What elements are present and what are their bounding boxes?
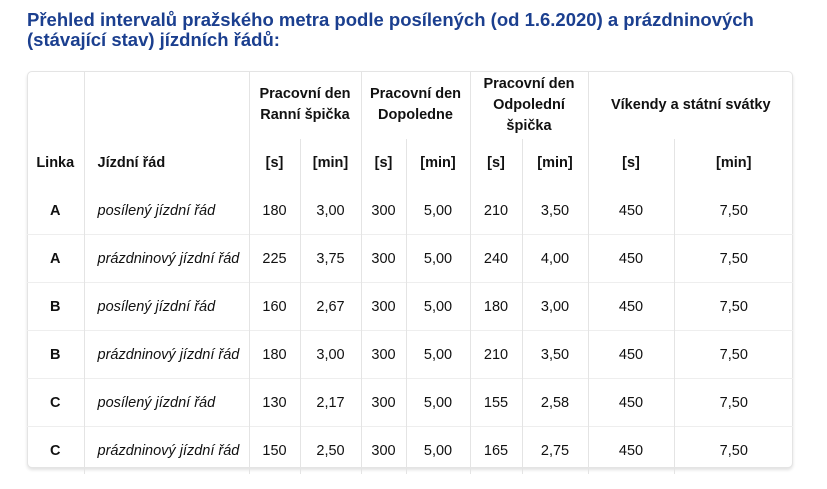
cell-jizdni-rad: posílený jízdní řád xyxy=(84,379,249,427)
cell-value-s: 150 xyxy=(249,427,300,475)
cell-value-min: 3,00 xyxy=(522,283,588,331)
cell-jizdni-rad: prázdninový jízdní řád xyxy=(84,331,249,379)
cell-value-s: 210 xyxy=(470,187,522,235)
cell-value-min: 4,00 xyxy=(522,235,588,283)
header-unit-s: [s] xyxy=(361,139,406,187)
cell-linka: A xyxy=(27,235,84,283)
cell-value-min: 5,00 xyxy=(406,379,470,427)
cell-value-s: 225 xyxy=(249,235,300,283)
cell-value-min: 5,00 xyxy=(406,427,470,475)
cell-value-s: 300 xyxy=(361,331,406,379)
header-group-line1: Pracovní den xyxy=(259,86,351,102)
header-row-units xyxy=(27,139,793,187)
cell-value-min: 5,00 xyxy=(406,283,470,331)
cell-value-min: 7,50 xyxy=(674,283,793,331)
cell-jizdni-rad: prázdninový jízdní řád xyxy=(84,235,249,283)
header-group-line1: Víkendy a státní svátky xyxy=(610,96,771,113)
header-unit-s: [s] xyxy=(588,139,674,187)
cell-value-s: 130 xyxy=(249,379,300,427)
cell-value-s: 180 xyxy=(249,187,300,235)
header-group xyxy=(470,71,588,139)
cell-value-min: 2,67 xyxy=(300,283,361,331)
header-group xyxy=(361,71,470,139)
cell-value-s: 180 xyxy=(249,331,300,379)
cell-linka: C xyxy=(27,379,84,427)
interval-table-card xyxy=(27,71,793,468)
cell-value-s: 210 xyxy=(470,331,522,379)
header-spacer-rad xyxy=(84,71,249,139)
header-group-line2: Dopoledne xyxy=(378,107,453,123)
header-group-line2: Odpolední špička xyxy=(493,96,565,134)
table-row xyxy=(27,427,793,475)
cell-value-s: 450 xyxy=(588,331,674,379)
cell-value-s: 450 xyxy=(588,187,674,235)
cell-value-min: 2,17 xyxy=(300,379,361,427)
header-group-line2: Ranní špička xyxy=(260,107,350,123)
cell-value-s: 240 xyxy=(470,235,522,283)
cell-value-s: 450 xyxy=(588,427,674,475)
cell-value-min: 7,50 xyxy=(674,235,793,283)
header-group-line1: Pracovní den xyxy=(483,75,575,92)
cell-value-min: 2,58 xyxy=(522,379,588,427)
cell-value-min: 2,75 xyxy=(522,427,588,475)
header-group-line1: Pracovní den xyxy=(369,86,462,102)
cell-value-min: 3,50 xyxy=(522,187,588,235)
cell-value-min: 2,50 xyxy=(300,427,361,475)
table-row xyxy=(27,187,793,235)
header-group xyxy=(249,71,361,139)
cell-value-min: 3,00 xyxy=(300,331,361,379)
cell-value-s: 300 xyxy=(361,235,406,283)
cell-value-s: 300 xyxy=(361,379,406,427)
header-jizdni-rad: Jízdní řád xyxy=(84,139,249,187)
header-unit-min: [min] xyxy=(406,139,470,187)
header-group xyxy=(588,71,793,139)
header-unit-s: [s] xyxy=(249,139,300,187)
cell-value-s: 180 xyxy=(470,283,522,331)
cell-linka: B xyxy=(27,331,84,379)
cell-value-min: 7,50 xyxy=(674,427,793,475)
cell-value-s: 450 xyxy=(588,235,674,283)
cell-value-s: 450 xyxy=(588,283,674,331)
header-linka: Linka xyxy=(36,155,75,171)
cell-value-min: 3,75 xyxy=(300,235,361,283)
cell-value-min: 5,00 xyxy=(406,187,470,235)
cell-value-s: 300 xyxy=(361,427,406,475)
header-unit-min: [min] xyxy=(300,139,361,187)
header-unit-min: [min] xyxy=(522,139,588,187)
header-unit-min: [min] xyxy=(674,139,793,187)
cell-value-s: 165 xyxy=(470,427,522,475)
table-row xyxy=(27,283,793,331)
cell-jizdni-rad: posílený jízdní řád xyxy=(84,187,249,235)
cell-value-min: 7,50 xyxy=(674,379,793,427)
cell-value-min: 7,50 xyxy=(674,331,793,379)
cell-value-s: 160 xyxy=(249,283,300,331)
cell-value-min: 5,00 xyxy=(406,235,470,283)
cell-linka: A xyxy=(50,202,61,219)
cell-value-s: 450 xyxy=(588,379,674,427)
cell-linka: C xyxy=(27,427,84,475)
header-row-groups xyxy=(27,71,793,139)
cell-value-min: 3,00 xyxy=(300,187,361,235)
cell-jizdni-rad: prázdninový jízdní řád xyxy=(84,427,249,475)
cell-value-min: 3,50 xyxy=(522,331,588,379)
cell-value-min: 7,50 xyxy=(674,187,793,235)
interval-table xyxy=(27,71,793,474)
table-row xyxy=(27,379,793,427)
cell-value-s: 300 xyxy=(361,187,406,235)
page-title: Přehled intervalů pražského metra podle posílených (od 1.6.2020) a prázdninových (stávající stav) jízdních řádů: xyxy=(27,9,754,50)
cell-value-s: 155 xyxy=(470,379,522,427)
cell-value-s: 300 xyxy=(361,283,406,331)
header-spacer-linka xyxy=(27,71,84,139)
cell-value-min: 5,00 xyxy=(406,331,470,379)
cell-linka: B xyxy=(27,283,84,331)
table-row xyxy=(27,331,793,379)
table-body xyxy=(27,187,793,474)
cell-jizdni-rad: posílený jízdní řád xyxy=(84,283,249,331)
header-unit-s: [s] xyxy=(470,139,522,187)
table-row xyxy=(27,235,793,283)
